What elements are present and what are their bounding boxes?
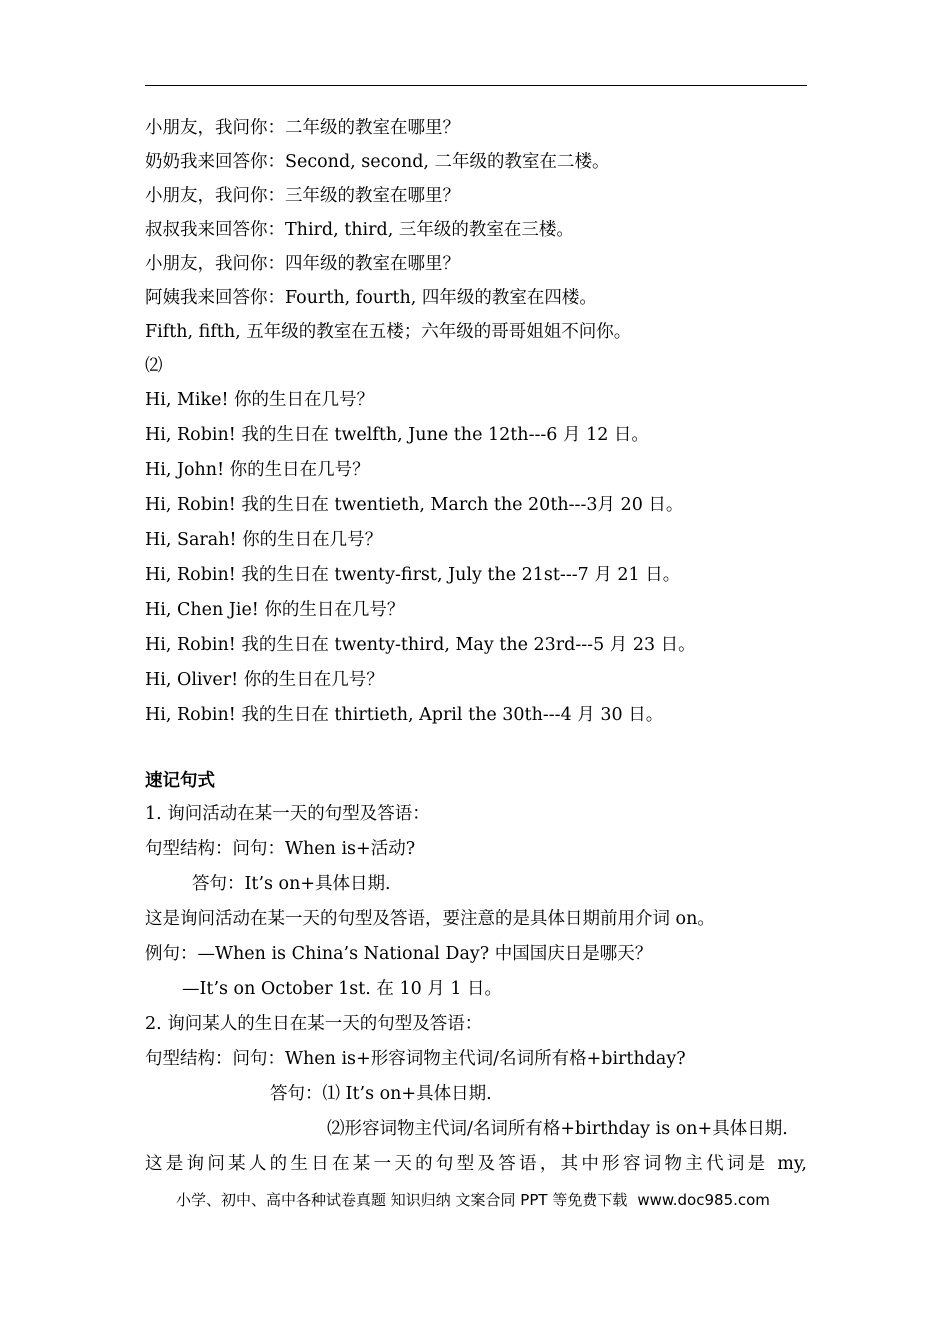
footer-url[interactable]: www.doc985.com [637, 1191, 770, 1209]
section-line: ⑵形容词物主代词/名词所有格+birthday is on+具体日期. [327, 1119, 788, 1139]
section-line: 句型结构：问句：When is+活动? [145, 839, 416, 859]
text-line: Fifth, fifth, 五年级的教室在五楼；六年级的哥哥姐姐不问你。 [145, 322, 632, 342]
text-line: Hi, Oliver! 你的生日在几号？ [145, 670, 384, 690]
text-line: 阿姨我来回答你：Fourth, fourth, 四年级的教室在四楼。 [145, 288, 597, 308]
section-line: 句型结构：问句：When is+形容词物主代词/名词所有格+birthday? [145, 1049, 686, 1069]
text-line: 小朋友，我问你：三年级的教室在哪里？ [145, 186, 460, 206]
section-line: 答句：⑴ It’s on+具体日期. [270, 1084, 492, 1104]
text-line: 小朋友，我问你：二年级的教室在哪里？ [145, 118, 460, 138]
section-title: 速记句式 [145, 771, 215, 791]
header-rule [145, 85, 807, 86]
text-line: 奶奶我来回答你：Second, second, 二年级的教室在二楼。 [145, 152, 610, 172]
text-line: Hi, Robin! 我的生日在 thirtieth, April the 30th---4 月 30 日。 [145, 705, 664, 725]
section-line: 2. 询问某人的生日在某一天的句型及答语： [145, 1014, 483, 1034]
page-footer [176, 1190, 770, 1210]
text-line: 小朋友，我问你：四年级的教室在哪里？ [145, 254, 460, 274]
section-line: 答句：It’s on+具体日期. [192, 874, 391, 894]
text-line: 叔叔我来回答你：Third, third, 三年级的教室在三楼。 [145, 220, 574, 240]
footer-text: 小学、初中、高中各种试卷真题 知识归纳 文案合同 PPT 等免费下载 [176, 1191, 628, 1209]
text-line: Hi, John! 你的生日在几号？ [145, 460, 370, 480]
text-line: Hi, Robin! 我的生日在 twelfth, June the 12th---6 月 12 日。 [145, 425, 649, 445]
text-line: Hi, Mike! 你的生日在几号？ [145, 390, 375, 410]
section-line: 1. 询问活动在某一天的句型及答语： [145, 804, 430, 824]
text-line: Hi, Robin! 我的生日在 twenty-third, May the 23rd---5 月 23 日。 [145, 635, 696, 655]
list-marker: ⑵ [145, 356, 163, 376]
text-line: Hi, Robin! 我的生日在 twenty-first, July the 21st---7 月 21 日。 [145, 565, 681, 585]
section-line: 这是询问某人的生日在某一天的句型及答语，其中形容词物主代词是 my, [145, 1154, 807, 1174]
text-line: Hi, Chen Jie! 你的生日在几号？ [145, 600, 405, 620]
text-line: Hi, Robin! 我的生日在 twentieth, March the 20th---3月 20 日。 [145, 495, 684, 515]
section-line: 这是询问活动在某一天的句型及答语，要注意的是具体日期前用介词 on。 [145, 909, 715, 929]
section-line: —It’s on October 1st. 在 10 月 1 日。 [182, 979, 503, 999]
section-line: 例句：—When is China’s National Day? 中国国庆日是哪天？ [145, 944, 653, 964]
text-line: Hi, Sarah! 你的生日在几号？ [145, 530, 383, 550]
